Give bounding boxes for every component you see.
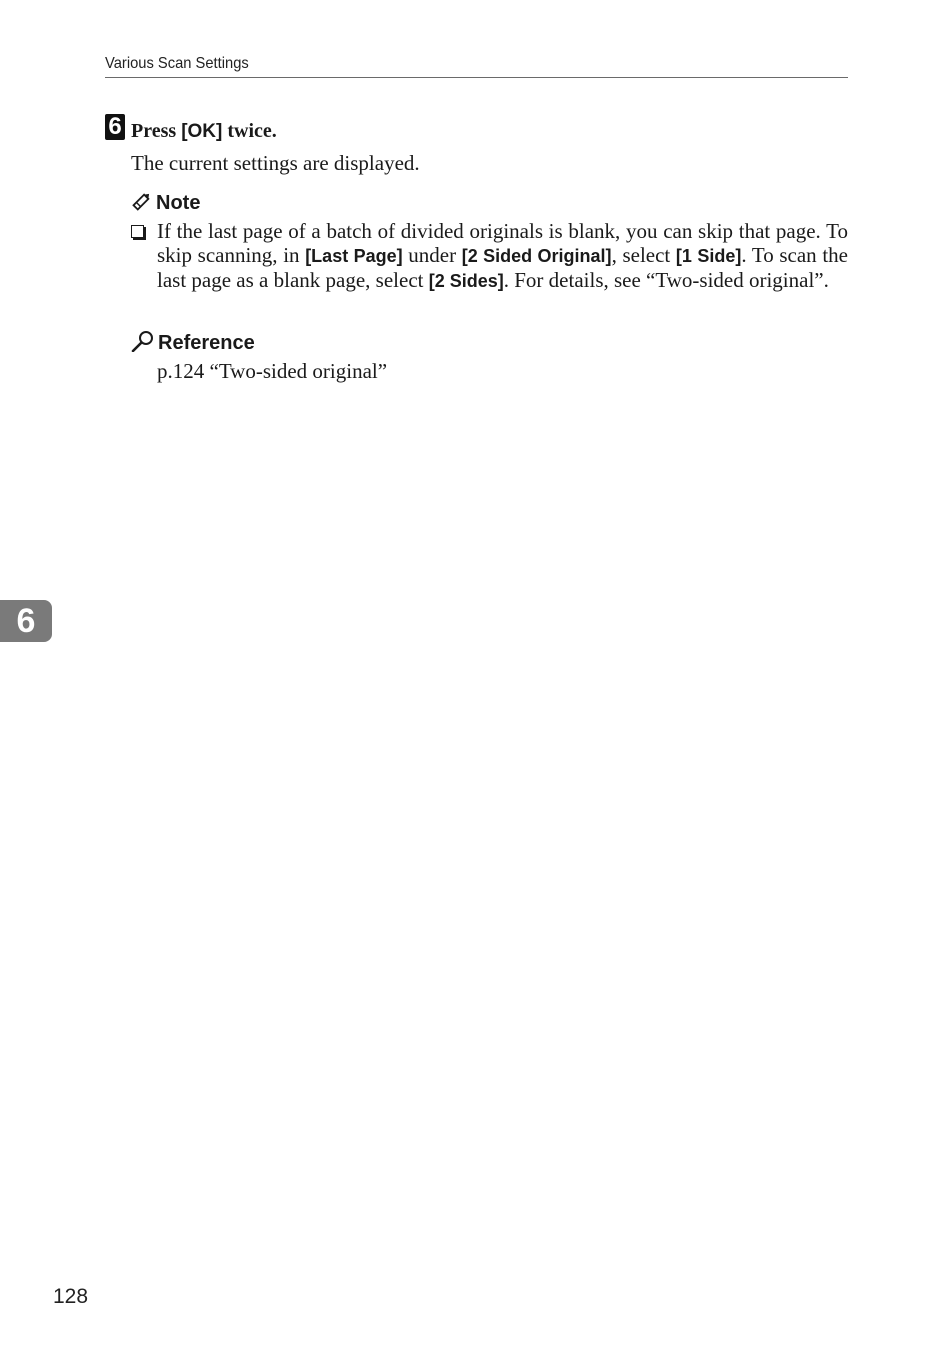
page-number: 128: [53, 1285, 89, 1308]
last-page-key: [Last Page]: [305, 246, 403, 266]
header-divider: [105, 77, 848, 78]
pencil-icon: [131, 190, 153, 218]
ok-key-label: [OK]: [181, 121, 223, 142]
reference-heading: [131, 330, 255, 358]
magnifier-icon: [131, 330, 155, 358]
step-heading-post: twice.: [222, 120, 277, 142]
chapter-tab: 6: [0, 600, 52, 642]
note-text-2: under: [402, 243, 462, 267]
note-body: [157, 219, 848, 293]
reference-link[interactable]: p.124 “Two-sided original”: [157, 359, 388, 383]
step-result-text: The current settings are displayed.: [131, 151, 420, 175]
note-text-3: , select: [611, 243, 676, 267]
note-text-5: . For details, see “Two-sided original”.: [503, 268, 829, 292]
running-header: Various Scan Settings: [105, 55, 249, 72]
two-sides-key: [2 Sides]: [428, 271, 504, 291]
step-number-badge: 6: [105, 114, 125, 140]
step-heading-pre: Press: [131, 120, 182, 142]
one-side-key: [1 Side]: [675, 246, 742, 266]
note-text-4: . To scan the last page as a blank page, select: [157, 243, 848, 292]
note-label: Note: [156, 192, 201, 214]
note-text-1: If the last page of a batch of divided originals is blank, you can skip that page. To skip scanning, in: [157, 219, 848, 267]
step-heading: [131, 120, 277, 143]
note-bullet: [131, 225, 144, 238]
two-sided-original-key: [2 Sided Original]: [461, 246, 612, 266]
reference-label: Reference: [158, 332, 255, 354]
note-heading: [131, 190, 200, 218]
